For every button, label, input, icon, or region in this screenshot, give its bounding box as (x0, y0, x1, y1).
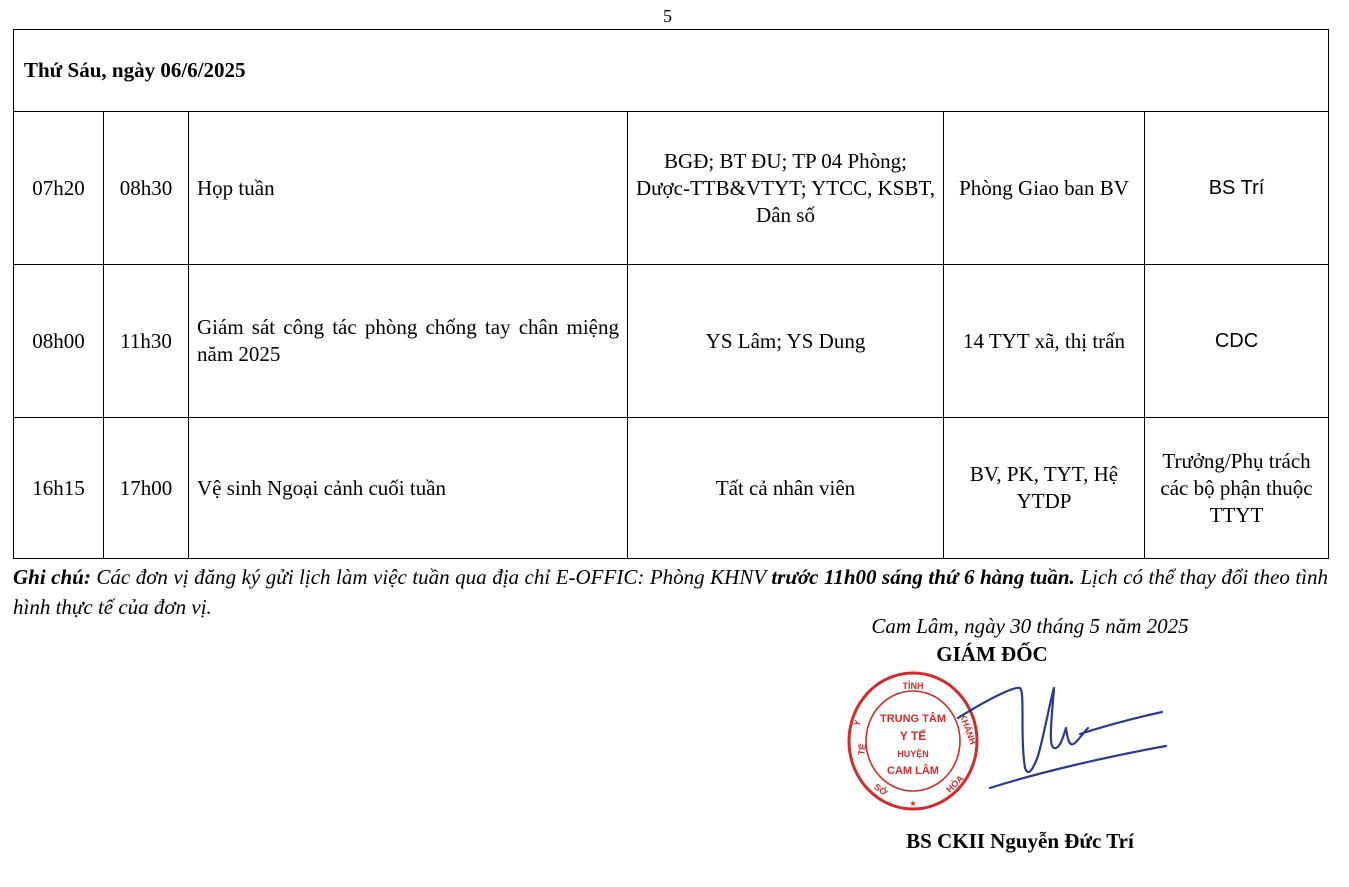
svg-text:HUYỆN: HUYỆN (897, 749, 929, 759)
in-charge: CDC (1145, 265, 1329, 418)
signer-title: GIÁM ĐỐC (936, 642, 1048, 666)
location: BV, PK, TYT, Hệ YTDP (944, 418, 1145, 559)
handwritten-signature (930, 676, 1180, 816)
day-header-row (14, 30, 1329, 112)
svg-text:CAM LÂM: CAM LÂM (887, 765, 939, 777)
event-content: Họp tuần (189, 112, 628, 265)
participants: BGĐ; BT ĐU; TP 04 Phòng; Dược-TTB&VTYT; YTCC, KSBT, Dân số (628, 112, 944, 265)
svg-text:KHÁNH: KHÁNH (957, 711, 979, 746)
note-text: Các đơn vị đăng ký gửi lịch làm việc tuần qua địa chỉ E-OFFIC: Phòng KHNV (90, 565, 772, 589)
svg-text:TẾ: TẾ (856, 742, 868, 757)
page-number: 5 (663, 6, 672, 26)
start-time: 16h15 (14, 418, 104, 559)
svg-text:TRUNG TÂM: TRUNG TÂM (880, 713, 946, 725)
start-time: 08h00 (14, 265, 104, 418)
signing-place-date: Cam Lâm, ngày 30 tháng 5 năm 2025 (871, 614, 1189, 638)
in-charge: Trưởng/Phụ trách các bộ phận thuộc TTYT (1145, 418, 1329, 559)
svg-text:Y: Y (851, 718, 863, 728)
svg-text:Y TẾ: Y TẾ (899, 729, 927, 743)
footnote (13, 562, 1328, 622)
table-row (14, 418, 1329, 559)
participants: Tất cả nhân viên (628, 418, 944, 559)
event-content: Vệ sinh Ngoại cảnh cuối tuần (189, 418, 628, 559)
location: Phòng Giao ban BV (944, 112, 1145, 265)
note-text-after: Lịch có thể thay đổi theo tình hình thực tế của đơn vị. (13, 565, 1328, 619)
end-time: 11h30 (104, 265, 189, 418)
event-content: Giám sát công tác phòng chống tay chân miệng năm 2025 (189, 265, 628, 418)
table-row (14, 265, 1329, 418)
svg-text:SỞ: SỞ (872, 781, 890, 798)
table-row (14, 112, 1329, 265)
start-time: 07h20 (14, 112, 104, 265)
end-time: 17h00 (104, 418, 189, 559)
schedule-table (13, 29, 1329, 559)
end-time: 08h30 (104, 112, 189, 265)
in-charge: BS Trí (1145, 112, 1329, 265)
svg-text:TỈNH: TỈNH (902, 681, 924, 691)
note-deadline: trước 11h00 sáng thứ 6 hàng tuần. (771, 565, 1075, 589)
signer-name: BS CKII Nguyễn Đức Trí (906, 829, 1134, 853)
participants: YS Lâm; YS Dung (628, 265, 944, 418)
svg-text:★: ★ (909, 799, 917, 808)
svg-text:HÒA: HÒA (944, 773, 966, 795)
day-header: Thứ Sáu, ngày 06/6/2025 (14, 30, 1329, 112)
note-label: Ghi chú: (13, 565, 91, 589)
location: 14 TYT xã, thị trấn (944, 265, 1145, 418)
